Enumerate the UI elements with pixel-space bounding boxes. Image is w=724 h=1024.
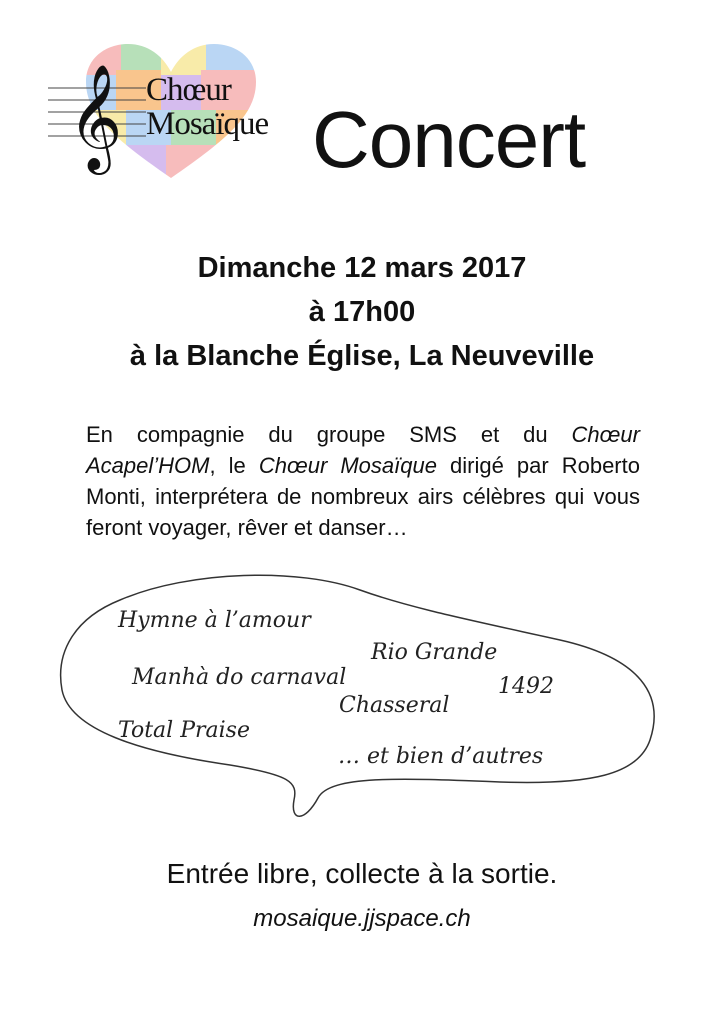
page-title: Concert	[312, 95, 586, 184]
choir-name-2: Chœur Mosaïque	[258, 453, 437, 478]
song-item: 1492	[498, 674, 554, 699]
event-location: à la Blanche Église, La Neuveville	[129, 340, 595, 372]
description-part-3: dirigé par Roberto Monti, interprétera de nombreux airs célèbres qui vous feront voyager, rêver et danser…	[86, 453, 640, 540]
treble-clef-icon: 𝄞	[68, 63, 123, 170]
event-time: à 17h00	[308, 296, 416, 328]
song-item: Hymne à l’amour	[118, 608, 311, 633]
entry-info: Entrée libre, collecte à la sortie.	[166, 858, 558, 889]
song-item: Manhà do carnaval	[132, 665, 347, 690]
event-date: Dimanche 12 mars 2017	[197, 252, 527, 284]
logo-line-2: Mosaïque	[146, 106, 269, 142]
description	[86, 419, 640, 543]
description-part-1: En compagnie du groupe SMS et du	[86, 422, 572, 447]
choir-logo	[46, 40, 276, 185]
website-link[interactable]: mosaique.jjspace.ch	[253, 905, 471, 932]
song-item: … et bien d’autres	[338, 744, 544, 769]
song-item: Rio Grande	[371, 640, 498, 665]
song-item: Chasseral	[339, 693, 450, 718]
logo-line-1: Chœur	[146, 72, 231, 108]
choir-name-1: Chœur Acapel’HOM	[86, 422, 640, 478]
song-item: Total Praise	[118, 718, 250, 743]
description-part-2: , le	[209, 453, 259, 478]
event-info	[0, 246, 724, 378]
song-bubble	[0, 560, 724, 830]
